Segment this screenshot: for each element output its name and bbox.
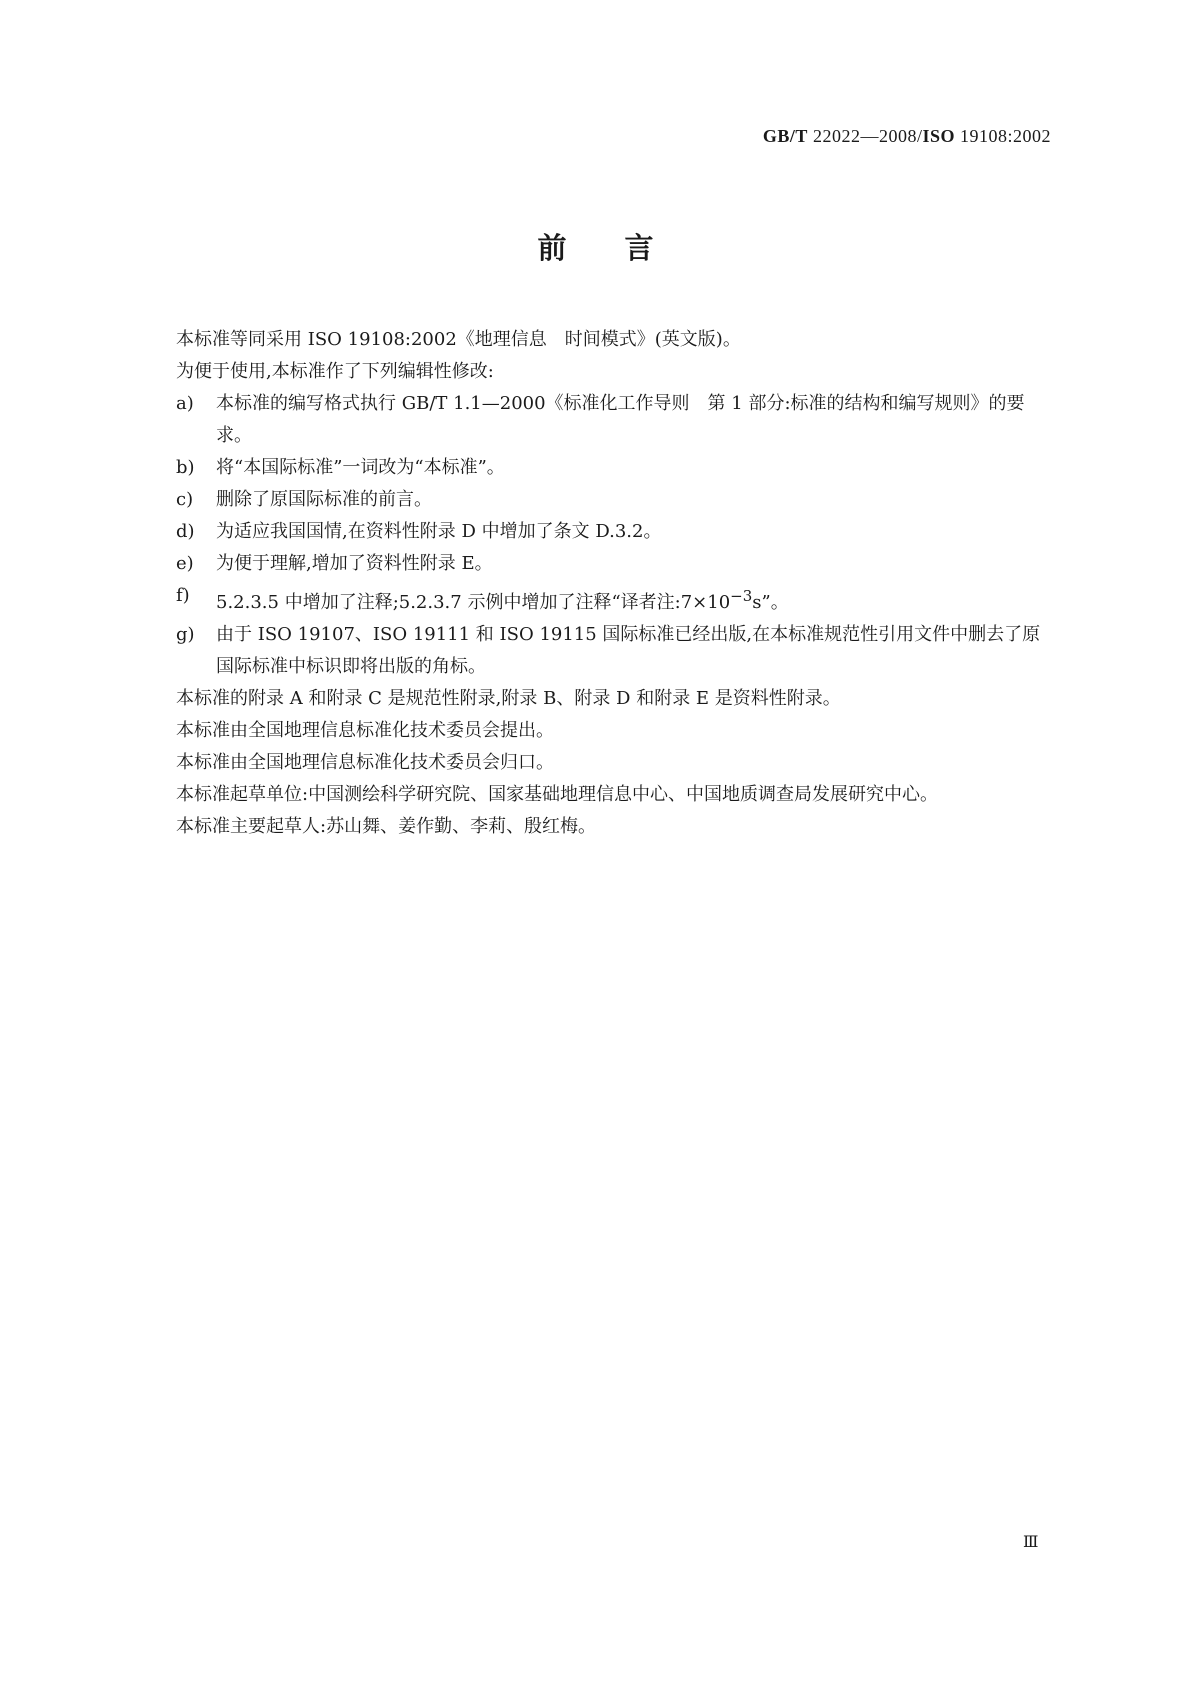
paragraph-proposed-by: 本标准由全国地理信息标准化技术委员会提出。 <box>176 720 554 741</box>
list-marker: f) <box>176 585 190 606</box>
paragraph-centralized-by: 本标准由全国地理信息标准化技术委员会归口。 <box>176 752 554 773</box>
standard-code-prefix: GB/T <box>762 126 808 146</box>
list-marker: e) <box>176 553 194 574</box>
list-marker: g) <box>176 624 195 645</box>
list-item-text: 为适应我国国情,在资料性附录 D 中增加了条文 D.3.2。 <box>216 521 662 542</box>
list-item-f <box>176 580 1056 619</box>
paragraph-drafters: 本标准主要起草人:苏山舞、姜作勤、李莉、殷红梅。 <box>176 816 597 837</box>
list-item-e <box>176 548 1056 580</box>
list-item-text: 本标准的编写格式执行 GB/T 1.1—2000《标准化工作导则 第 1 部分:标准的结构和编写规则》的要求。 <box>216 393 1025 446</box>
list-item-c <box>176 484 1056 516</box>
foreword-body <box>176 324 1056 843</box>
standard-code-number: 22022—2008/ <box>812 126 923 146</box>
list-marker: a) <box>176 393 194 414</box>
list-item-text: 删除了原国际标准的前言。 <box>216 489 432 510</box>
list-marker: b) <box>176 457 195 478</box>
exponent-superscript: −3 <box>730 587 753 605</box>
list-item-text: 为便于理解,增加了资料性附录 E。 <box>216 553 493 574</box>
paragraph-modifications-intro: 为便于使用,本标准作了下列编辑性修改: <box>176 361 494 382</box>
page-number: Ⅲ <box>1023 1534 1039 1551</box>
paragraph-adoption: 本标准等同采用 ISO 19108:2002《地理信息 时间模式》(英文版)。 <box>176 329 741 350</box>
list-item-text-before: 5.2.3.5 中增加了注释;5.2.3.7 示例中增加了注释“译者注:7×10 <box>216 592 731 613</box>
list-item-text-after: s”。 <box>752 592 789 613</box>
list-item-a <box>176 388 1056 452</box>
list-item-d <box>176 516 1056 548</box>
list-marker: c) <box>176 489 194 510</box>
standard-code-iso: ISO <box>922 126 955 146</box>
paragraph-drafting-units: 本标准起草单位:中国测绘科学研究院、国家基础地理信息中心、中国地质调查局发展研究中心。 <box>176 784 939 805</box>
list-marker: d) <box>176 521 195 542</box>
paragraph-annexes: 本标准的附录 A 和附录 C 是规范性附录,附录 B、附录 D 和附录 E 是资料性附录。 <box>176 688 841 709</box>
standard-code <box>763 126 1051 147</box>
page-title: 前言 <box>537 231 712 265</box>
list-item-b <box>176 452 1056 484</box>
list-item-g <box>176 619 1056 683</box>
list-item-text <box>216 580 1056 619</box>
list-item-text: 将“本国际标准”一词改为“本标准”。 <box>216 457 505 478</box>
standard-code-iso-number: 19108:2002 <box>959 126 1051 146</box>
list-item-text: 由于 ISO 19107、ISO 19111 和 ISO 19115 国际标准已经出版,在本标准规范性引用文件中删去了原国际标准中标识即将出版的角标。 <box>216 624 1041 677</box>
